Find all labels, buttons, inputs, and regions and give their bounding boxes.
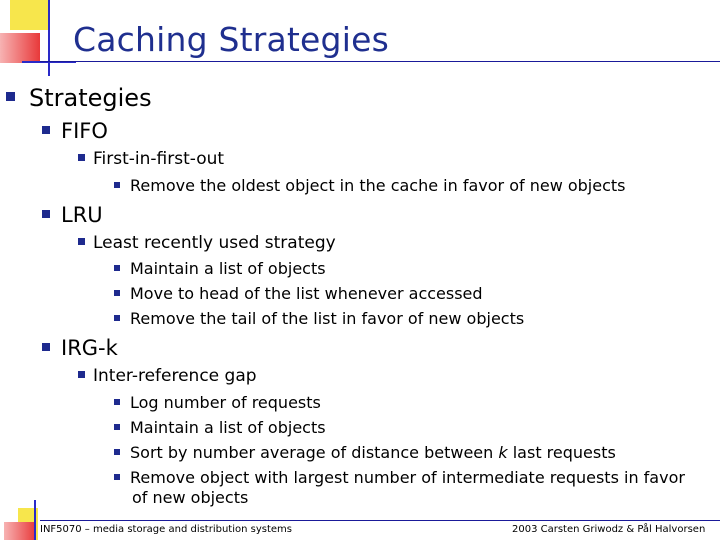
bullet-irgk-sub	[78, 366, 257, 386]
bullet-irgk-detail-1	[114, 393, 321, 412]
bullet-text: LRU	[61, 203, 103, 227]
bullet-fifo	[42, 119, 108, 143]
bullet-lru-detail-2	[114, 284, 483, 303]
bullet-text: Maintain a list of objects	[130, 418, 326, 437]
square-bullet-icon	[114, 290, 120, 296]
bullet-text: Sort by number average of distance between	[130, 443, 499, 462]
bullet-text: First-in-first-out	[93, 149, 225, 169]
square-bullet-icon	[114, 424, 120, 430]
bullet-irgk-detail-4-cont	[132, 488, 248, 507]
square-bullet-icon	[42, 343, 50, 351]
footer-divider	[40, 520, 720, 521]
deco-red-square-bottom	[4, 522, 36, 540]
square-bullet-icon	[114, 265, 120, 271]
bullet-text: Remove the tail of the list in favor of new objects	[130, 309, 525, 328]
bullet-lru-detail-1	[114, 259, 326, 278]
square-bullet-icon	[42, 210, 50, 218]
bullet-text: Move to head of the list whenever accessed	[130, 284, 483, 303]
bullet-text: FIFO	[61, 119, 108, 143]
bullet-lru-detail-3	[114, 309, 524, 328]
square-bullet-icon	[78, 238, 85, 245]
bullet-irgk-detail-2	[114, 418, 326, 437]
square-bullet-icon	[114, 399, 120, 405]
footer-left: INF5070 – media storage and distribution systems	[40, 524, 293, 535]
bullet-lru	[42, 203, 103, 227]
bullet-text-continuation: of new objects	[132, 488, 249, 507]
bullet-irgk	[42, 336, 118, 360]
page-title: Caching Strategies	[73, 20, 389, 59]
bullet-text: Inter-reference gap	[93, 366, 257, 386]
square-bullet-icon	[6, 92, 15, 101]
square-bullet-icon	[78, 154, 85, 161]
square-bullet-icon	[114, 449, 120, 455]
bullet-irgk-detail-4	[114, 468, 685, 487]
title-divider	[40, 61, 720, 62]
bullet-text: Least recently used strategy	[93, 233, 336, 253]
bullet-lru-sub	[78, 233, 336, 253]
bullet-fifo-sub	[78, 149, 224, 169]
bullet-text: Remove object with largest number of intermediate requests in favor	[130, 468, 685, 487]
deco-blue-vertical-bottom	[34, 500, 36, 540]
bullet-text: Log number of requests	[130, 393, 321, 412]
deco-yellow-square-top	[10, 0, 48, 30]
bullet-text: Strategies	[29, 84, 152, 112]
bullet-text-suffix: last requests	[507, 443, 616, 462]
bullet-text: IRG-k	[61, 336, 118, 360]
square-bullet-icon	[114, 182, 120, 188]
square-bullet-icon	[114, 474, 120, 480]
bullet-strategies	[6, 84, 152, 112]
deco-red-square-top	[0, 33, 40, 63]
bullet-fifo-detail	[114, 176, 626, 195]
footer-right: 2003 Carsten Griwodz & Pål Halvorsen	[512, 524, 706, 535]
k-italic: k	[498, 443, 508, 462]
square-bullet-icon	[78, 371, 85, 378]
deco-blue-vertical-top	[48, 0, 50, 76]
square-bullet-icon	[114, 315, 120, 321]
bullet-text: Remove the oldest object in the cache in favor of new objects	[130, 176, 626, 195]
square-bullet-icon	[42, 126, 50, 134]
bullet-irgk-detail-3	[114, 443, 616, 462]
bullet-text: Maintain a list of objects	[130, 259, 326, 278]
